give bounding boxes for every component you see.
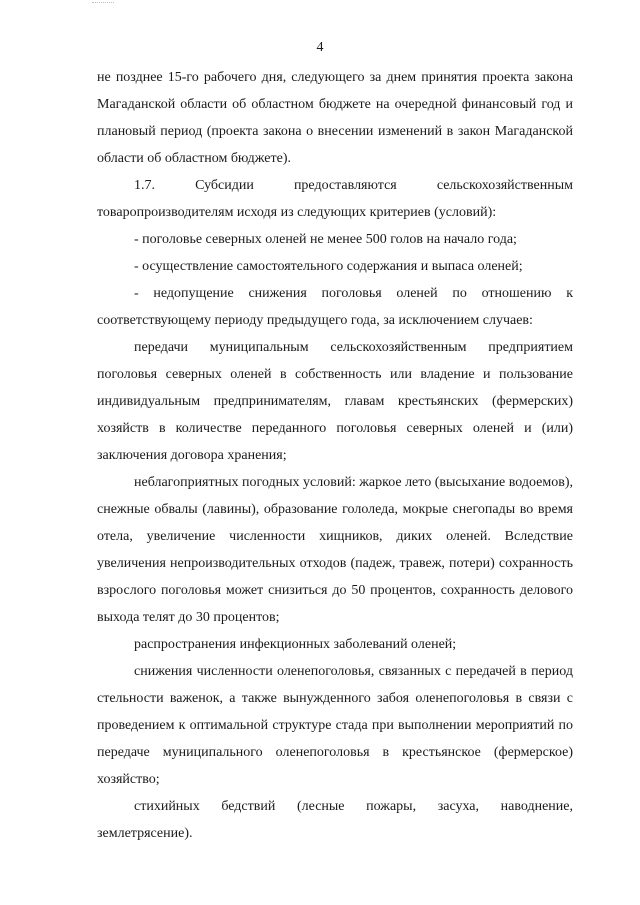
exception-natural-disasters: стихийных бедствий (лесные пожары, засуха, наводнение, землетрясение). (97, 799, 573, 841)
paragraph-1-7-criteria: 1.7. Субсидии предоставляются сельскохозяйственным товаропроизводителям исходя из следующих критериев (условий): (97, 178, 573, 220)
criterion-no-herd-decrease: - недопущение снижения поголовья оленей по отношению к соответствующему периоду предыдущего года, за исключением случаев: (97, 286, 573, 328)
document-body (97, 64, 573, 847)
scan-artifact (92, 2, 114, 5)
page-number: 4 (316, 40, 324, 55)
exception-infection: распространения инфекционных заболеваний оленей; (134, 637, 457, 652)
exception-weather: неблагоприятных погодных условий: жаркое лето (высыхание водоемов), снежные обвалы (лавины), образование гололеда, мокрые снегопады во время отела, увеличение численности хищников, диких оленей. Вследствие увеличения непроизводительных отходов (падеж, травеж, потери) сохранность взрослого поголовья может снизиться до 50 процентов, сохранность делового выхода телят до 30 процентов; (97, 475, 573, 625)
criterion-herd-size: - поголовье северных оленей не менее 500 голов на начало года; (134, 232, 517, 247)
criterion-independent-keeping: - осуществление самостоятельного содержания и выпаса оленей; (134, 259, 523, 274)
exception-herd-reduction: снижения численности оленепоголовья, связанных с передачей в период стельности важенок, а также вынужденного забоя оленепоголовья в связи с проведением к оптимальной структуре стада при выполнении мероприятий по передаче муниципального оленепоголовья в крестьянское (фермерское) хозяйство; (97, 664, 573, 787)
paragraph-deadline: не позднее 15-го рабочего дня, следующего за днем принятия проекта закона Магаданской области об областном бюджете на очередной финансовый год и плановый период (проекта закона о внесении изменений в закон Магаданской области об областном бюджете). (97, 70, 573, 166)
exception-transfer: передачи муниципальным сельскохозяйственным предприятием поголовья северных оленей в собственность или владение и пользование индивидуальным предпринимателям, главам крестьянских (фермерских) хозяйств в количестве переданного поголовья северных оленей и (или) заключения договора хранения; (97, 340, 573, 463)
